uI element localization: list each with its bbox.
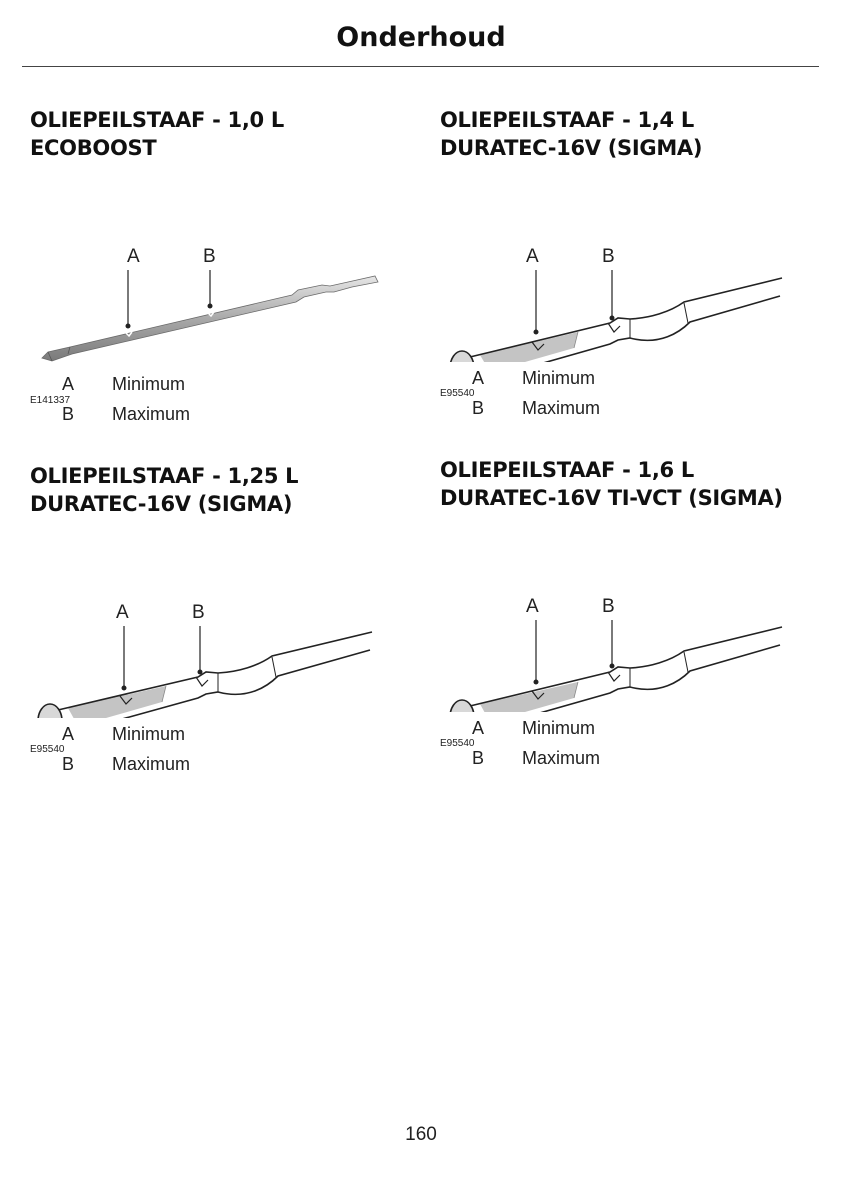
dipstick-duratec-drawing [440,532,810,712]
legend-item [472,748,802,778]
figure-code: E95540 [440,388,475,399]
legend-key: A [472,368,485,388]
dipstick-duratec-drawing [30,538,400,718]
label-a: A [116,602,129,623]
figure-code: E95540 [30,744,65,755]
figure-code: E95540 [440,738,475,749]
legend-text: Maximum [112,404,191,424]
section-title [30,462,430,518]
dipstick-handle-end [38,704,62,718]
label-a: A [526,596,539,617]
leader-dot-b [208,304,213,309]
legend-item [62,724,392,754]
oil-level-band [68,686,166,718]
dipstick-ecoboost-drawing [30,186,400,366]
dipstick-handle-end [450,700,474,712]
header-divider [22,66,819,67]
legend-key: A [62,724,75,744]
legend-item [472,398,802,428]
label-b: B [192,602,205,623]
legend-item [62,754,392,784]
figure-code: E141337 [30,395,71,406]
legend-text: Maximum [112,754,191,774]
max-notch [608,672,620,681]
label-b: B [203,246,216,267]
page-title: Onderhoud [336,22,506,53]
legend-key: B [472,748,485,768]
section-title-line1: OLIEPEILSTAAF - 1,4 L [440,108,694,132]
legend-item [472,368,802,398]
section-title-line1: OLIEPEILSTAAF - 1,25 L [30,464,299,488]
page-number: 160 [405,1124,437,1145]
rod-top-edge [58,632,372,710]
legend-text: Minimum [522,368,596,388]
legend-text: Minimum [522,718,596,738]
legend-text: Minimum [112,374,186,394]
legend [472,368,802,428]
rod-joint-2 [684,303,688,323]
label-a: A [526,246,539,267]
rod-top-edge [470,627,782,706]
legend-key: B [472,398,485,418]
leader-dot-b [610,664,615,669]
section-title-line1: OLIEPEILSTAAF - 1,6 L [440,458,694,482]
leader-dot-a [534,680,539,685]
label-b: B [602,246,615,267]
max-notch [196,677,208,686]
legend-key: B [62,754,75,774]
leader-dot-a [534,330,539,335]
legend-text: Minimum [112,724,186,744]
rod-joint-2 [684,652,688,672]
legend-item [62,404,392,434]
section-title-line2: ECOBOOST [30,136,157,160]
legend-key: A [472,718,485,738]
legend-text: Maximum [522,398,601,418]
legend-key: A [62,374,75,394]
rod-top-edge [470,278,782,357]
legend-key: B [62,404,75,424]
legend [62,724,392,784]
dipstick-duratec-drawing [440,182,810,362]
dipstick-handle-end [450,351,474,362]
section-dipstick-1-25l [30,462,430,774]
rod-joint-2 [272,657,276,677]
legend-item [62,374,392,404]
legend-text: Maximum [522,748,601,768]
section-dipstick-1-0l [30,106,430,424]
section-dipstick-1-6l [440,456,840,768]
leader-dot-a [126,324,131,329]
section-dipstick-1-4l [440,106,840,418]
section-title-line2: DURATEC-16V TI-VCT (SIGMA) [440,486,783,510]
oil-level-band [480,682,578,712]
section-title-line1: OLIEPEILSTAAF - 1,0 L [30,108,284,132]
legend [472,718,802,778]
leader-dot-a [122,686,127,691]
section-title [440,456,840,512]
legend [62,374,392,434]
section-title-line2: DURATEC-16V (SIGMA) [440,136,703,160]
legend-item [472,718,802,748]
max-notch [608,323,620,332]
label-a: A [127,246,140,267]
label-b: B [602,596,615,617]
section-title [440,106,840,162]
section-title-line2: DURATEC-16V (SIGMA) [30,492,293,516]
section-title [30,106,430,162]
